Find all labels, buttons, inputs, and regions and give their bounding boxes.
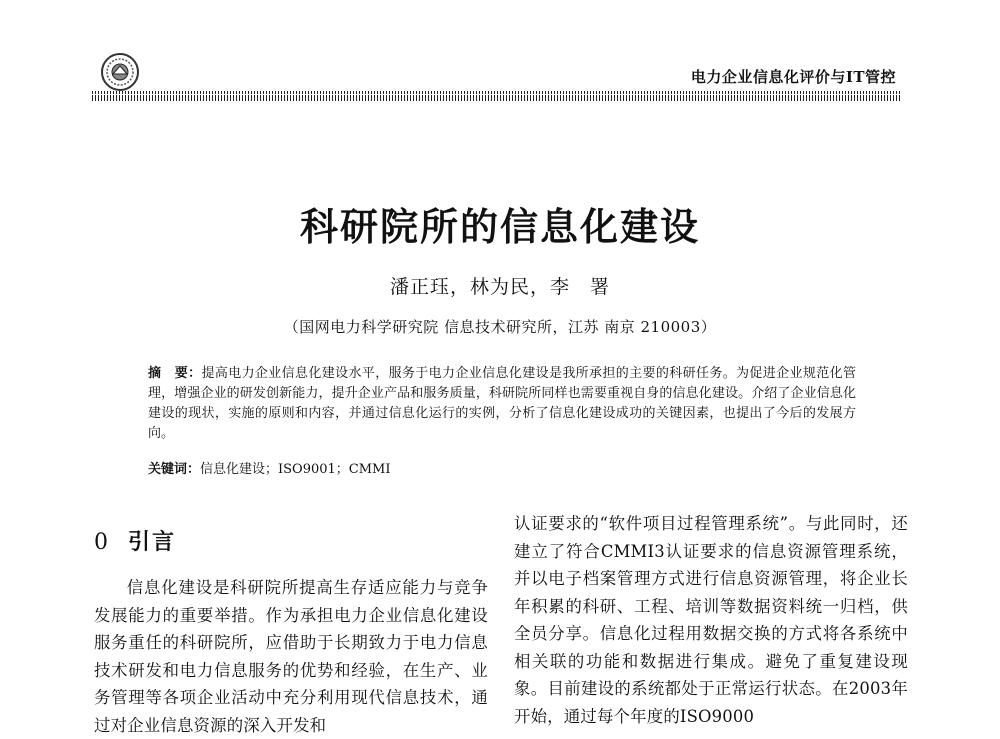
abstract-text: 提高电力企业信息化建设水平，服务于电力企业信息化建设是我所承担的主要的科研任务。为促进企业规范化管理，增强企业的研发创新能力，提升企业产品和服务质量，科研院所同样也需要重视自身的信息化建设。介绍了企业信息化建设的现状，实施的原则和内容，并通过信息化运行的实例，分析了信息化建设成功的关键因素，也提出了今后的发展方向。 bbox=[148, 366, 856, 441]
journal-section-header: 电力企业信息化评价与IT管控 bbox=[690, 68, 896, 86]
keywords bbox=[148, 460, 856, 480]
section-heading bbox=[94, 522, 488, 562]
abstract-label: 摘 要： bbox=[148, 366, 202, 381]
paper-title: 科研院所的信息化建设 bbox=[299, 204, 700, 249]
keywords-text: 信息化建设；ISO9001；CMMI bbox=[200, 462, 391, 477]
section-number: 0 bbox=[94, 530, 110, 555]
journal-logo-icon bbox=[100, 52, 140, 92]
left-column-text: 信息化建设是科研院所提高生存适应能力与竞争发展能力的重要举措。作为承担电力企业信息化建设服务重任的科研院所，应借助于长期致力于电力信息技术研发和电力信息服务的优势和经验，在生产、业务管理等各项企业活动中充分利用现代信息技术，通过对企业信息资源的深入开发和 bbox=[94, 578, 488, 735]
paper-authors: 潘正珏，林为民，李 署 bbox=[389, 276, 610, 298]
right-column bbox=[514, 510, 908, 730]
header-divider bbox=[92, 91, 902, 101]
abstract bbox=[148, 364, 856, 444]
left-column bbox=[94, 522, 488, 739]
paper-affiliation: （国网电力科学研究院 信息技术研究所，江苏 南京 210003） bbox=[283, 318, 717, 336]
right-column-text: 认证要求的“软件项目过程管理系统”。与此同时，还建立了符合CMMI3认证要求的信息资源管理系统，并以电子档案管理方式进行信息资源管理，将企业长年积累的科研、工程、培训等数据资料统一归档，供全员分享。信息化过程用数据交换的方式将各系统中相关联的功能和数据进行集成。避免了重复建设现象。目前建设的系统都处于正常运行状态。在2003年开始，通过每个年度的ISO9000 bbox=[514, 514, 908, 726]
keywords-label: 关键词： bbox=[148, 462, 201, 477]
section-title: 引言 bbox=[128, 529, 177, 555]
